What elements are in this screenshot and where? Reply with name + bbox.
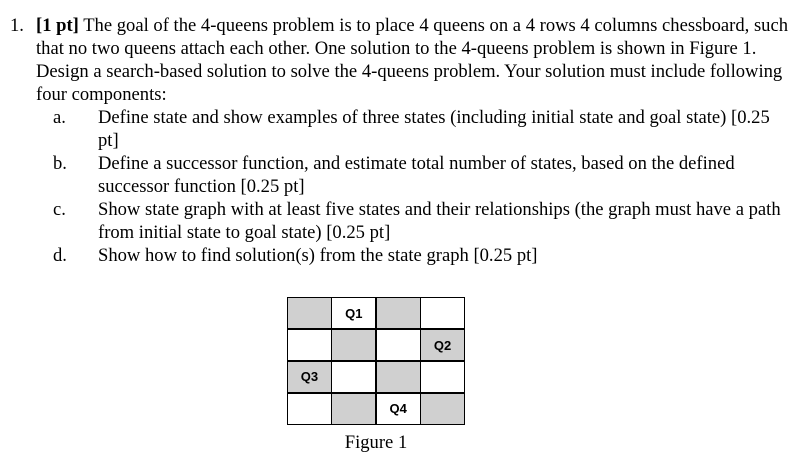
sub-item-text: Show state graph with at least five states and their relationships (the graph must have a path from initial state to goal state) [0.25 pt] <box>98 199 781 243</box>
board-cell <box>332 330 375 360</box>
queen-cell-q1: Q1 <box>332 298 375 328</box>
board-cell <box>377 362 420 392</box>
board-cell <box>421 394 464 424</box>
board-cell <box>288 298 331 328</box>
question-text-wrap <box>36 14 790 106</box>
question-stem <box>10 14 790 106</box>
sub-item-c <box>53 198 790 244</box>
question-text: The goal of the 4-queens problem is to place 4 queens on a 4 rows 4 columns chessboard, such that no two queens attach each other. One solution to the 4-queens problem is shown in Figure 1. Design a search-based solution to solve the 4-queens problem. Your solution must include following four components: <box>36 15 789 105</box>
chessboard-figure <box>287 297 465 425</box>
board-cell <box>332 362 375 392</box>
sub-item-b <box>53 152 790 198</box>
question-number: 1. <box>10 15 24 36</box>
board-cell <box>421 362 464 392</box>
board-cell <box>288 394 331 424</box>
board-cell <box>288 330 331 360</box>
queen-cell-q3: Q3 <box>288 362 331 392</box>
board-cell <box>332 394 375 424</box>
sub-item-d <box>53 244 790 267</box>
sub-item-text: Show how to find solution(s) from the state graph [0.25 pt] <box>98 245 538 266</box>
sub-item-label: d. <box>53 245 67 266</box>
figure-caption: Figure 1 <box>344 432 408 453</box>
queen-cell-q4: Q4 <box>377 394 420 424</box>
sub-item-text: Define state and show examples of three states (including initial state and goal state) [0.25 pt] <box>98 107 770 151</box>
question-points: [1 pt] <box>36 15 79 36</box>
sub-item-label: b. <box>53 153 67 174</box>
sub-item-label: a. <box>53 107 66 128</box>
sub-item-a <box>53 106 790 152</box>
sub-item-text: Define a successor function, and estimate total number of states, based on the defined successor function [0.25 pt] <box>98 153 735 197</box>
question-1 <box>10 14 790 267</box>
queen-cell-q2: Q2 <box>421 330 464 360</box>
sub-item-label: c. <box>53 199 66 220</box>
board-cell <box>377 298 420 328</box>
board-cell <box>421 298 464 328</box>
board-cell <box>377 330 420 360</box>
